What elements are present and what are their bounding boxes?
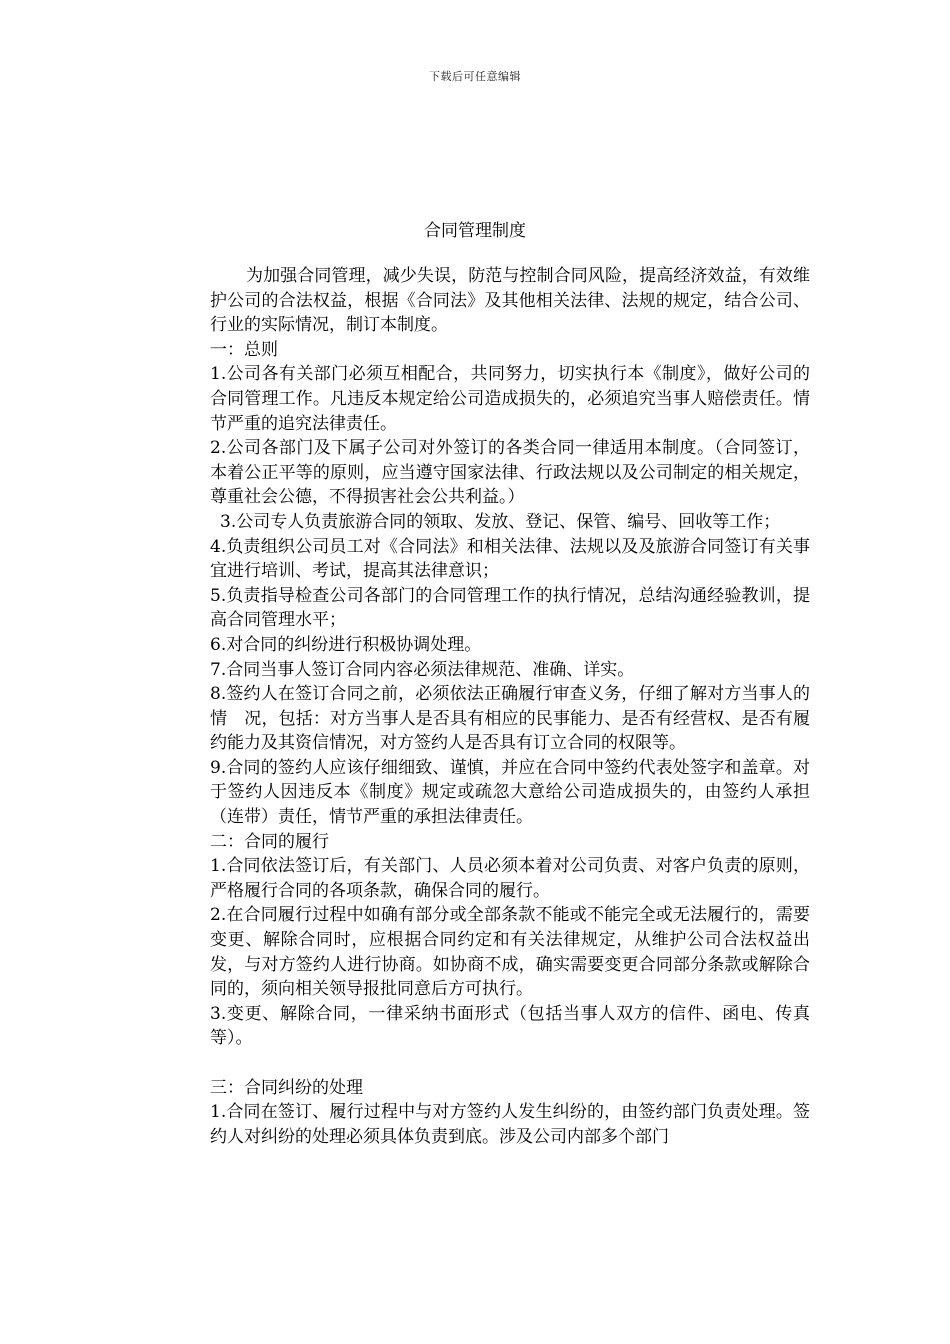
performance-clause-3: 3.变更、解除合同，一律采纳书面形式（包括当事人双方的信件、函电、传真等）。	[210, 1003, 810, 1049]
general-clause-6: 6.对合同的纠纷进行积极协调处理。	[210, 634, 482, 655]
disputes-clause-1: 1.合同在签订、履行过程中与对方签约人发生纠纷的，由签约部门负责处理。签约人对纠纷的处理必须具体负责到底。涉及公司内部多个部门	[210, 1102, 810, 1147]
general-clause-9: 9.合同的签约人应该仔细细致、谨慎，并应在合同中签约代表处签字和盖章。对于签约人因违反本《制度》规定或疏忽大意给公司造成损失的，由签约人承担（连带）责任，情节严重的承担法律责任。	[210, 757, 810, 828]
general-clause-4: 4.负责组织公司员工对《合同法》和相关法律、法规以及及旅游合同签订有关事宜进行培训、考试，提高其法律意识；	[210, 536, 810, 582]
general-clause-5: 5.负责指导检查公司各部门的合同管理工作的执行情况，总结沟通经验教训，提高合同管理水平；	[210, 585, 810, 631]
general-clause-2: 2.公司各部门及下属子公司对外签订的各类合同一律适用本制度。（合同签订，本着公正平等的原则，应当遵守国家法律、行政法规以及公司制定的相关规定，尊重社会公德，不得损害社会公共利益。）	[210, 438, 810, 508]
general-clause-8: 8.签约人在签订合同之前，必须依法正确履行审查义务，仔细了解对方当事人的情 况，包括：对方当事人是否具有相应的民事能力、是否有经营权、是否有履约能力及其资信情况，对方签约人是否具有订立合同的权限等。	[210, 684, 810, 754]
page-header-note: 下载后可任意编辑	[429, 70, 521, 83]
blank-line	[210, 1051, 810, 1076]
performance-clause-1: 1.合同依法签订后，有关部门、人员必须本着对公司负责、对客户负责的原则，严格履行合同的各项条款，确保合同的履行。	[210, 856, 810, 901]
section-heading-disputes: 三：合同纠纷的处理	[210, 1077, 363, 1098]
intro-paragraph: 为加强合同管理，减少失误，防范与控制合同风险，提高经济效益，有效维护公司的合法权益，根据《合同法》及其他相关法律、法规的规定，结合公司、行业的实际情况，制订本制度。	[210, 266, 810, 336]
document-title: 合同管理制度	[424, 221, 526, 241]
section-heading-general: 一：总则	[210, 339, 278, 360]
general-clause-1: 1.公司各有关部门必须互相配合，共同努力，切实执行本《制度》，做好公司的合同管理工作。凡违反本规定给公司造成损失的，必须追究当事人赔偿责任。情节严重的追究法律责任。	[210, 364, 810, 434]
general-clause-3: 3.公司专人负责旅游合同的领取、发放、登记、保管、编号、回收等工作；	[220, 511, 781, 532]
performance-clause-2: 2.在合同履行过程中如确有部分或全部条款不能或不能完全或无法履行的，需要变更、解除合同时，应根据合同约定和有关法律规定，从维护公司合法权益出发，与对方签约人进行协商。如协商不成，确实需要变更合同部分条款或解除合同的，须向相关领导报批同意后方可执行。	[210, 905, 810, 1000]
document-body	[210, 264, 810, 1149]
general-clause-7: 7.合同当事人签订合同内容必须法律规范、准确、详实。	[210, 659, 635, 680]
section-heading-performance: 二：合同的履行	[210, 831, 329, 852]
